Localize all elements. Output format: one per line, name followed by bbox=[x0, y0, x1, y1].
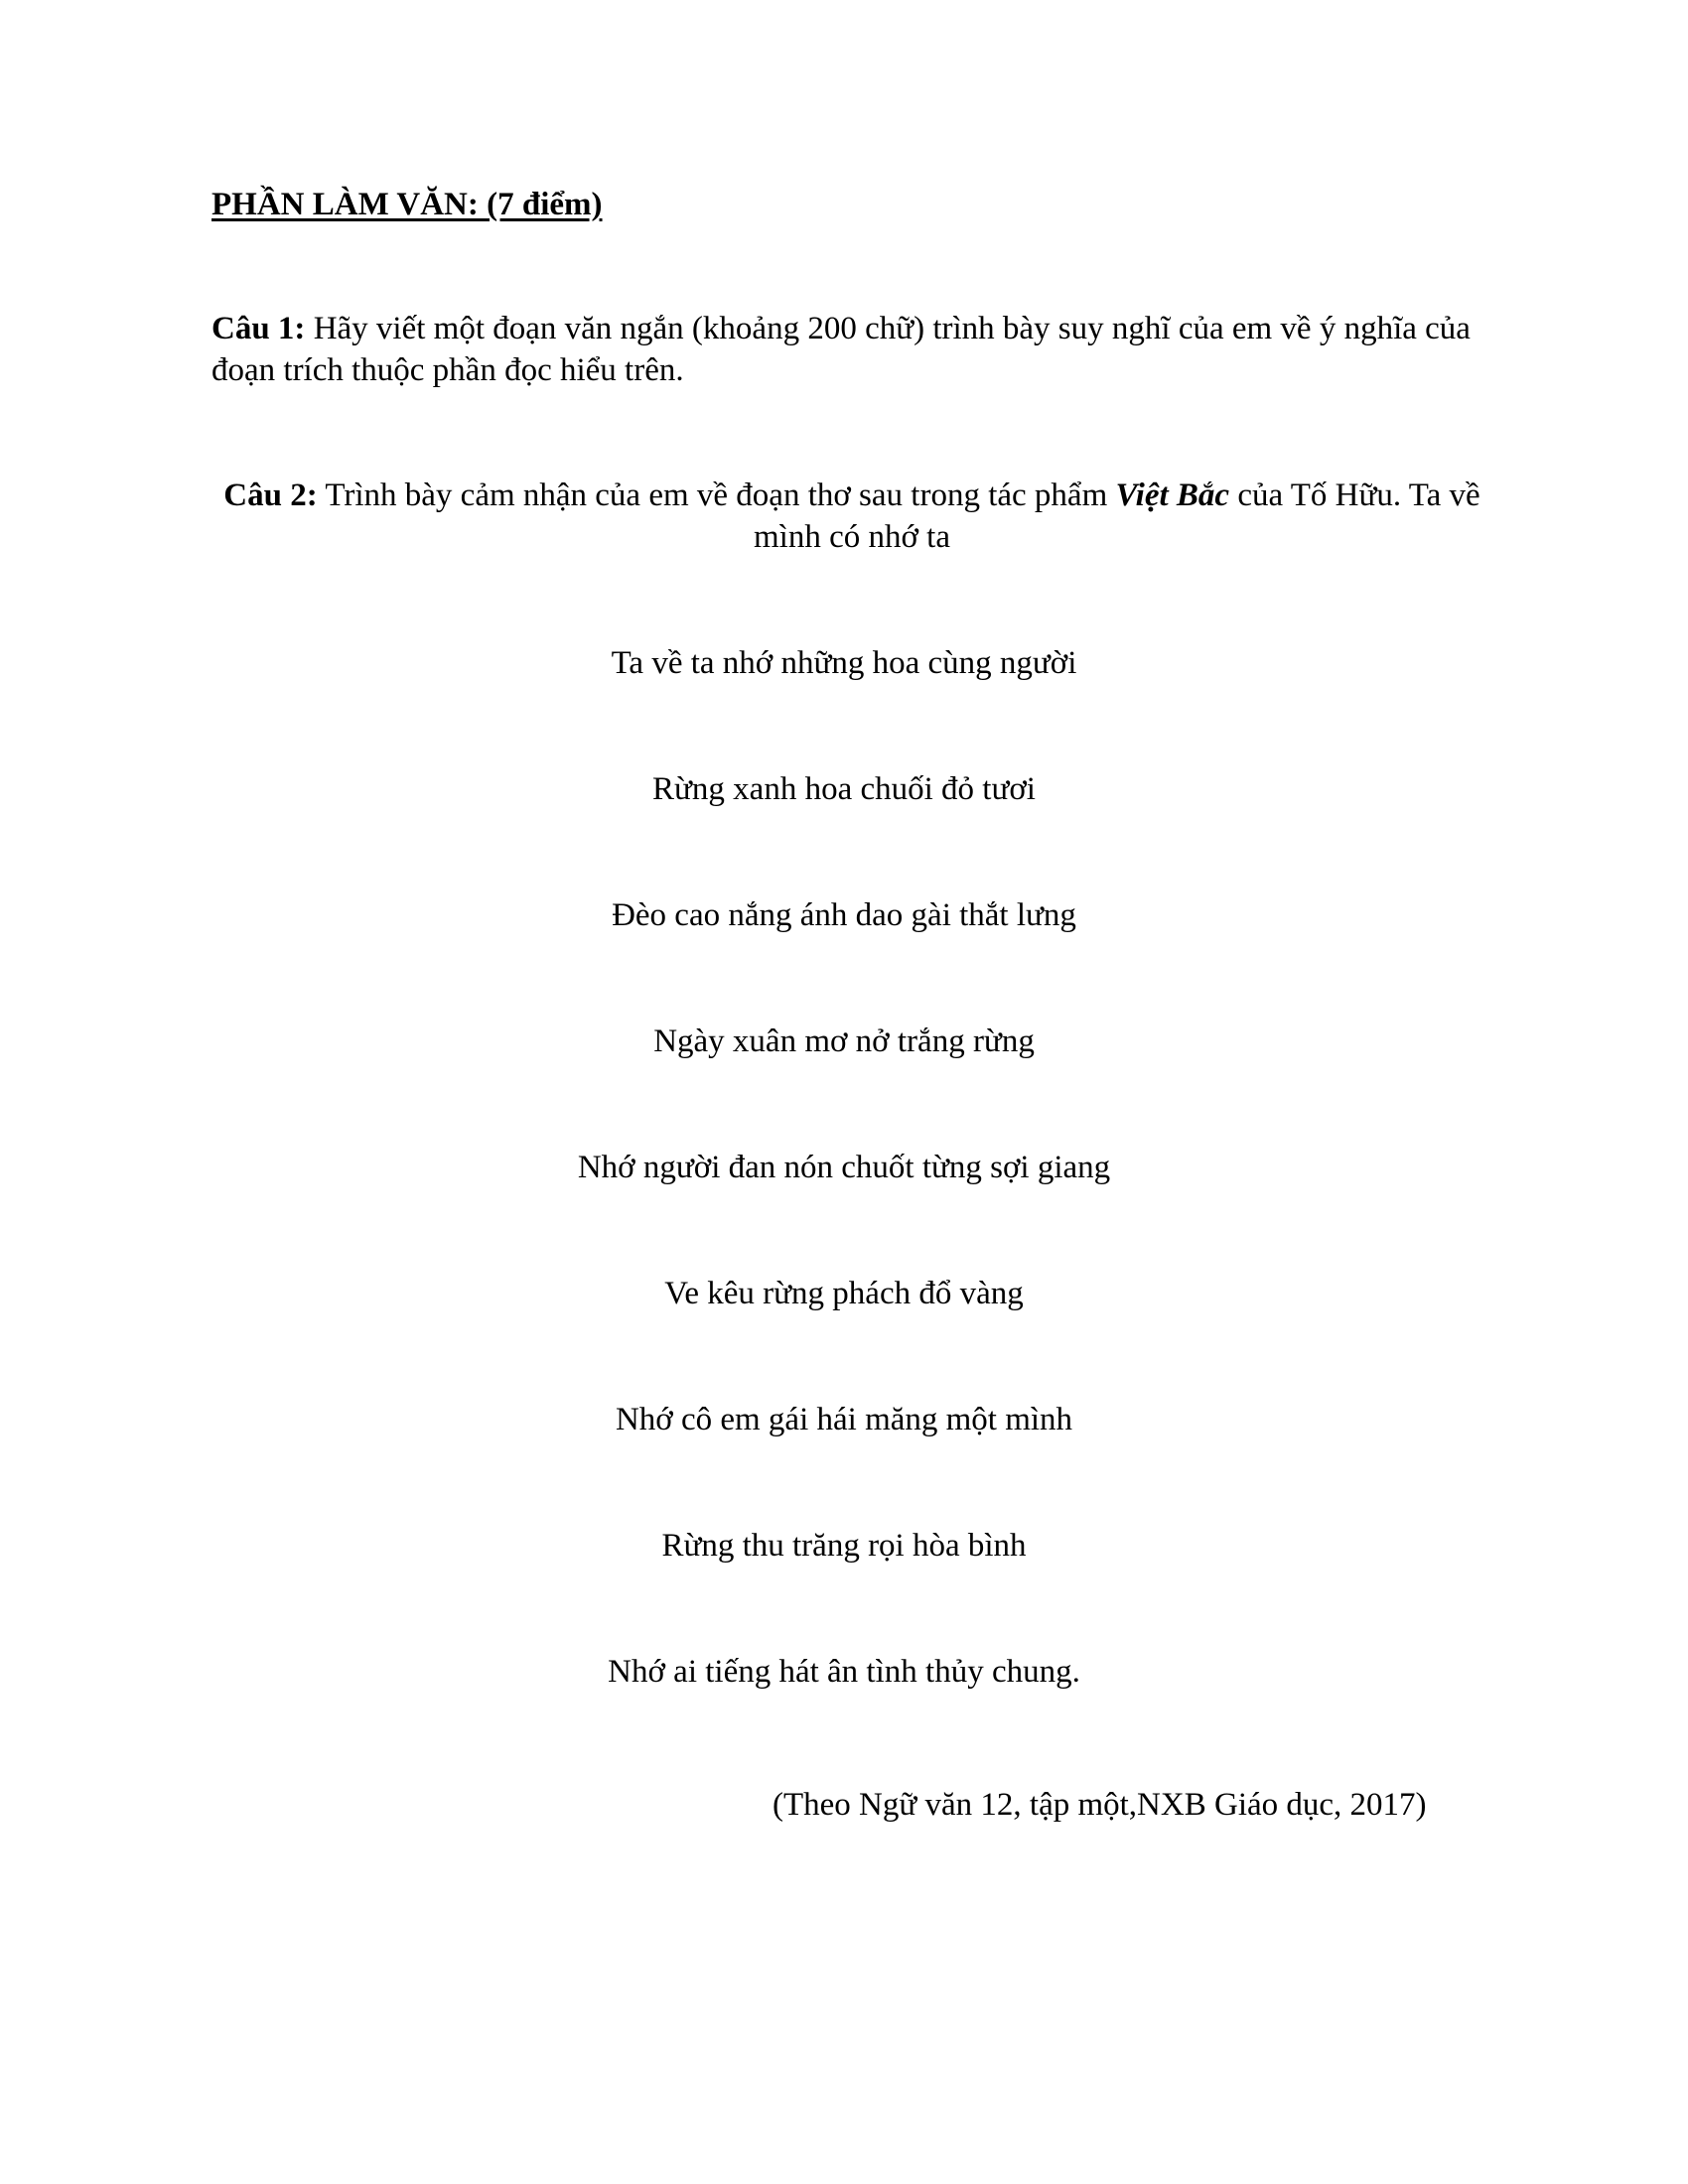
question-1 bbox=[211, 308, 1492, 391]
poem-line: Đèo cao nắng ánh dao gài thắt lưng bbox=[612, 897, 1076, 933]
poem-line: Rừng xanh hoa chuối đỏ tươi bbox=[652, 771, 1036, 807]
question-2-label: Câu 2: bbox=[223, 478, 318, 513]
poem-line: Nhớ cô em gái hái măng một mình bbox=[615, 1402, 1073, 1437]
poem-line: Rừng thu trăng rọi hòa bình bbox=[661, 1528, 1027, 1564]
source-citation: (Theo Ngữ văn 12, tập một,NXB Giáo dục, 2017) bbox=[773, 1787, 1427, 1823]
question-2 bbox=[211, 475, 1492, 558]
question-2-text-before: Trình bày cảm nhận của em về đoạn thơ sau trong tác phẩm bbox=[317, 478, 1116, 513]
question-1-text: Hãy viết một đoạn văn ngắn (khoảng 200 chữ) trình bày suy nghĩ của em về ý nghĩa của đoạn trích thuộc phần đọc hiểu trên. bbox=[211, 311, 1471, 388]
poem-line: Ta về ta nhớ những hoa cùng người bbox=[611, 645, 1077, 681]
section-heading: PHẦN LÀM VĂN: (7 điểm) bbox=[211, 187, 603, 222]
poem-line: Nhớ ai tiếng hát ân tình thủy chung. bbox=[608, 1654, 1080, 1690]
question-2-text-after: của Tố Hữu. Ta về mình có nhớ ta bbox=[754, 478, 1480, 555]
question-1-label: Câu 1: bbox=[211, 311, 306, 346]
poem-line: Nhớ người đan nón chuốt từng sợi giang bbox=[577, 1150, 1111, 1185]
work-title: Việt Bắc bbox=[1115, 478, 1230, 513]
poem-line: Ve kêu rừng phách đổ vàng bbox=[664, 1276, 1024, 1311]
poem-line: Ngày xuân mơ nở trắng rừng bbox=[653, 1024, 1035, 1059]
